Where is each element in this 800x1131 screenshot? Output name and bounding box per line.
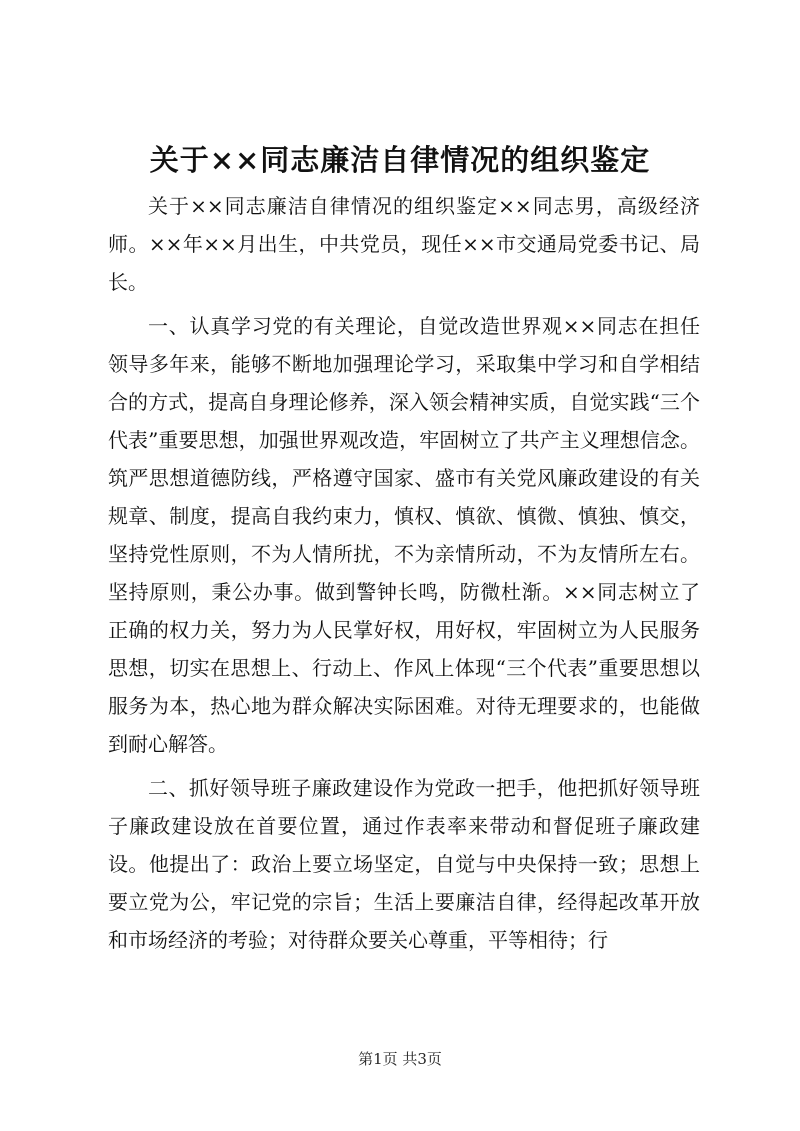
document-body [108,187,700,965]
paragraph-section-one: 一、认真学习党的有关理论，自觉改造世界观××同志在担任领导多年来，能够不断地加强理论学习，采取集中学习和自学相结合的方式，提高自身理论修养，深入领会精神实质，自觉实践“三个代表”重要思想，加强世界观改造，牢固树立了共产主义理想信念。筑严思想道德防线，严格遵守国家、盛市有关党风廉政建设的有关规章、制度，提高自我约束力，慎权、慎欲、慎微、慎独、慎交，坚持党性原则，不为人情所扰，不为亲情所动，不为友情所左右。坚持原则，秉公办事。做到警钟长鸣，防微杜渐。××同志树立了正确的权力关，努力为人民掌好权，用好权，牢固树立为人民服务思想，切实在思想上、行动上、作风上体现“三个代表”重要思想以服务为本，热心地为群众解决实际困难。对待无理要求的，也能做到耐心解答。 [108,314,700,756]
paragraph-intro: 关于××同志廉洁自律情况的组织鉴定××同志男，高级经济师。××年××月出生，中共党员，现任××市交通局党委书记、局长。 [108,194,700,294]
document-title: 关于××同志廉洁自律情况的组织鉴定 [149,143,651,177]
paragraph-section-two: 二、抓好领导班子廉政建设作为党政一把手，他把抓好领导班子廉政建设放在首要位置，通过作表率来带动和督促班子廉政建设。他提出了：政治上要立场坚定，自觉与中央保持一致；思想上要立党为公，牢记党的宗旨；生活上要廉洁自律，经得起改革开放和市场经济的考验；对待群众要关心尊重，平等相待；行 [108,776,700,952]
page-footer: 第1页 共3页 [358,1050,442,1068]
